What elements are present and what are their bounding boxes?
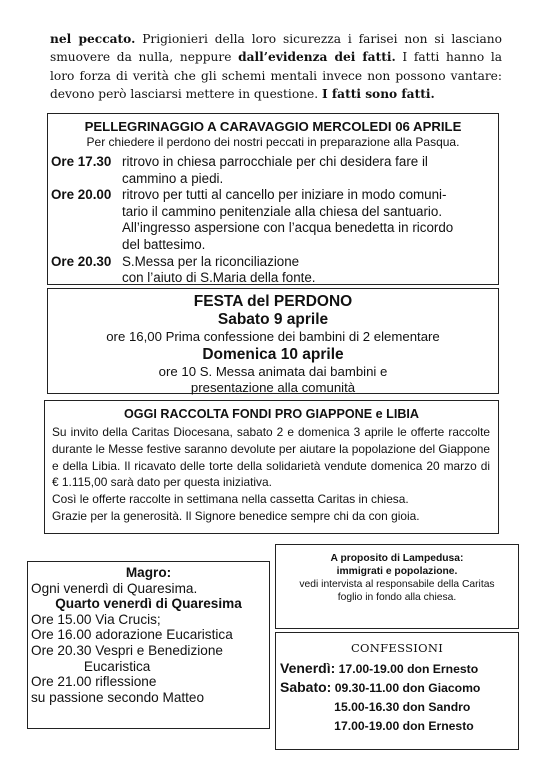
magro-line: Ogni venerdì di Quaresima. <box>31 580 198 596</box>
confessions-day: Sabato: <box>280 679 332 695</box>
schedule-time: Ore 20.00 <box>51 187 112 203</box>
magro-line: Ore 21.00 riflessione <box>31 674 157 690</box>
lampedusa-title: A proposito di Lampedusa: <box>330 553 464 564</box>
intro-segment: I fatti hanno la loro forza di verità che gli schemi mentali invece non possono vantare: devono però lasciarsi mettere in questione. <box>50 50 502 102</box>
confessions-time: 17.00-19.00 don Ernesto <box>280 719 474 733</box>
schedule-desc: S.Messa per la riconciliazione con l’aiuto di S.Maria della fonte. <box>122 253 316 286</box>
schedule-time: Ore 20.30 <box>51 253 112 269</box>
festa-box <box>47 288 499 394</box>
magro-line: Ore 15.00 Via Crucis; <box>31 611 161 627</box>
fundraising-title: OGGI RACCOLTA FONDI PRO GIAPPONE e LIBIA <box>123 407 420 421</box>
confessions-time: 15.00-16.30 don Sandro <box>280 700 471 714</box>
lampedusa-box <box>275 544 519 629</box>
magro-line: Ore 20.30 Vespri e Benedizione <box>31 642 223 658</box>
magro-title: Magro: <box>125 565 172 580</box>
schedule-desc: ritrovo per tutti al cancello per iniziare in modo comuni- tario il cammino penitenziale alla chiesa del santuario. All’ingresso aspersione con l’acqua benedetta in ricordo del battesimo. <box>122 187 454 252</box>
confessions-time: 17.00-19.00 don Ernesto <box>335 662 479 676</box>
schedule-row <box>51 254 498 287</box>
festa-day-saturday: Sabato 9 aprile <box>217 311 329 328</box>
intro-segment: dall’evidenza dei fatti. <box>238 50 396 65</box>
confessions-row <box>280 659 518 678</box>
festa-title: FESTA del PERDONO <box>193 293 353 310</box>
intro-segment: Prigionieri della loro sicurezza i farisei non si lasciano smuovere da nulla, neppure <box>50 32 502 65</box>
pilgrimage-box <box>47 113 499 285</box>
confessions-box <box>275 632 519 750</box>
schedule-time: Ore 17.30 <box>51 154 112 169</box>
magro-line: Ore 16.00 adorazione Eucaristica <box>31 627 233 643</box>
intro-segment: nel peccato. <box>50 32 136 46</box>
schedule-desc: ritrovo in chiesa parrocchiale per chi desidera fare il cammino a piedi. <box>122 154 428 186</box>
confessions-row <box>280 716 518 735</box>
festa-note-saturday: ore 16,00 Prima confessione dei bambini di 2 elementare <box>106 329 440 344</box>
intro-paragraph <box>50 30 502 104</box>
schedule-row <box>51 187 498 253</box>
confessions-row <box>280 697 518 716</box>
festa-note-sunday: presentazione alla comunità <box>190 380 356 396</box>
confessions-day: Venerdì: <box>280 660 336 676</box>
confessions-time: 09.30-11.00 don Giacomo <box>331 681 481 695</box>
intro-segment: I fatti sono fatti. <box>321 87 435 102</box>
pilgrimage-subtitle: Per chiedere il perdono dei nostri peccati in preparazione alla Pasqua. <box>86 135 460 149</box>
fundraising-box <box>44 400 499 534</box>
fundraising-text: Su invito della Caritas Diocesana, sabato 2 e domenica 3 aprile le offerte raccolte durante le Messe festive saranno devolute per aiutare la popolazione del Giappone e della Libia. Il ricavato delle torte della solidarietà vendute domenica 20 marzo di € 1.115,00 sarà dato per questa iniziativa. Così le offerte raccolte in settimana nella cassetta Caritas in chiesa. Grazie per la generosità. Il Signore benedice sempre chi da con gioia. <box>52 425 490 523</box>
confessions-row <box>280 678 518 697</box>
magro-subtitle: Quarto venerdì di Quaresima <box>55 596 242 612</box>
lampedusa-text: foglio in fondo alla chiesa. <box>337 592 457 603</box>
pilgrimage-title: PELLEGRINAGGIO A CARAVAGGIO MERCOLEDI 06 APRILE <box>84 119 462 134</box>
lampedusa-text: vedi intervista al responsabile della Caritas <box>299 579 495 590</box>
schedule-row <box>51 154 498 187</box>
festa-note-sunday: ore 10 S. Messa animata dai bambini e <box>158 364 388 380</box>
confessions-title: CONFESSIONI <box>350 641 444 655</box>
magro-line: Eucaristica <box>31 658 151 674</box>
magro-line: su passione secondo Matteo <box>31 689 205 705</box>
festa-day-sunday: Domenica 10 aprile <box>202 346 344 364</box>
lampedusa-title: immigrati e popolazione. <box>336 566 458 577</box>
magro-box <box>27 561 270 729</box>
